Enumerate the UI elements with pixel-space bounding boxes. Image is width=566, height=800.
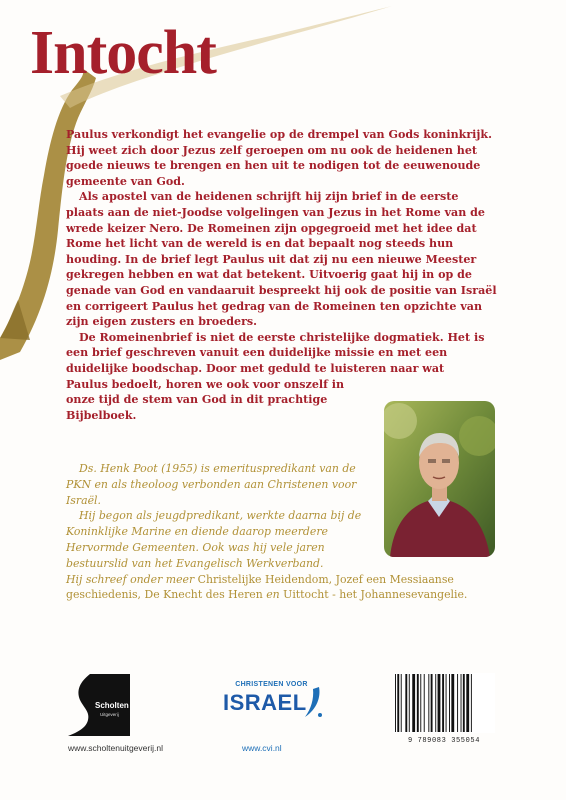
cvi-url[interactable]: www.cvi.nl <box>242 743 282 753</box>
back-cover-blurb <box>66 127 500 423</box>
barcode <box>393 673 495 733</box>
bio-paragraph: Hij begon als jeugdpredikant, werkte daarna bij de Koninklijke Marine en diende daarop meerdere Hervormde Gemeenten. Ook was hij vele jaren bestuurslid van het Evangelisch Werkverband. <box>66 509 362 570</box>
blurb-paragraph: Als apostel van de heidenen schrijft hij zijn brief in de eerste plaats aan de niet-Joodse volgelingen van Jezus in het Rome van de wrede keizer Nero. De Romeinen zijn opgegroeid met het idee dat Rome het licht van de wereld is en dat bepaalt nog steeds hun houding. In de brief legt Paulus uit dat zij nu een nieuwe Meester gekregen hebben en wat dat betekent. Uitvoerig gaat hij in op de genade van God en vandaaruit bespreekt hij ook de positie van Israël en corrigeert Paulus het gedrag van de Romeinen ten opzichte van zijn eigen zusters en broeders. <box>66 190 497 329</box>
cvi-swoosh-icon <box>303 685 323 719</box>
bio-paragraph: Ds. Henk Poot (1955) is emerituspredikant van de PKN en als theoloog verbonden aan Christenen voor Israël. <box>66 462 357 507</box>
author-bio <box>66 461 500 603</box>
bio-last-book: Uittocht - het Johannesevangelie. <box>283 588 468 602</box>
cvi-logo-small-text: CHRISTENEN VOOR <box>235 681 308 688</box>
blurb-paragraph: De Romeinenbrief is niet de eerste christelijke dogmatiek. Het is een brief geschreven vanuit een duidelijke missie en met een duidelijke boodschap. Door met geduld te luisteren naar wat <box>66 330 485 375</box>
bio-connector: en <box>266 588 280 602</box>
bio-paragraph <box>66 572 500 604</box>
blurb-paragraph: Paulus bedoelt, horen we ook voor onszelf in onze tijd de stem van God in dit prachtige Bijbelboek. <box>66 377 345 422</box>
scholten-url[interactable]: www.scholtenuitgeverij.nl <box>68 743 163 753</box>
christenen-voor-israel-logo <box>219 681 324 723</box>
scholten-logo-sub: Uitgeverij <box>100 712 119 717</box>
scholten-logo-name: Scholten <box>95 701 129 710</box>
book-title: Intocht <box>30 19 216 87</box>
isbn-number: 9 789083 355054 <box>407 737 480 745</box>
scholten-uitgeverij-logo <box>68 674 130 736</box>
bio-books-prefix: Hij schreef onder meer <box>66 572 195 586</box>
cvi-logo-text: ISRAEL <box>223 690 307 715</box>
blurb-paragraph: Paulus verkondigt het evangelie op de drempel van Gods koninkrijk. Hij weet zich door Jezus zelf geroepen om nu ook de heidenen het goede nieuws te brengen en hen uit te nodigen tot de eeuwenoude gemeente van God. <box>66 128 492 188</box>
bio-book-titles: Christelijke Heidendom, Jozef een Messiaanse geschiedenis, De Knecht des Heren <box>66 572 454 602</box>
